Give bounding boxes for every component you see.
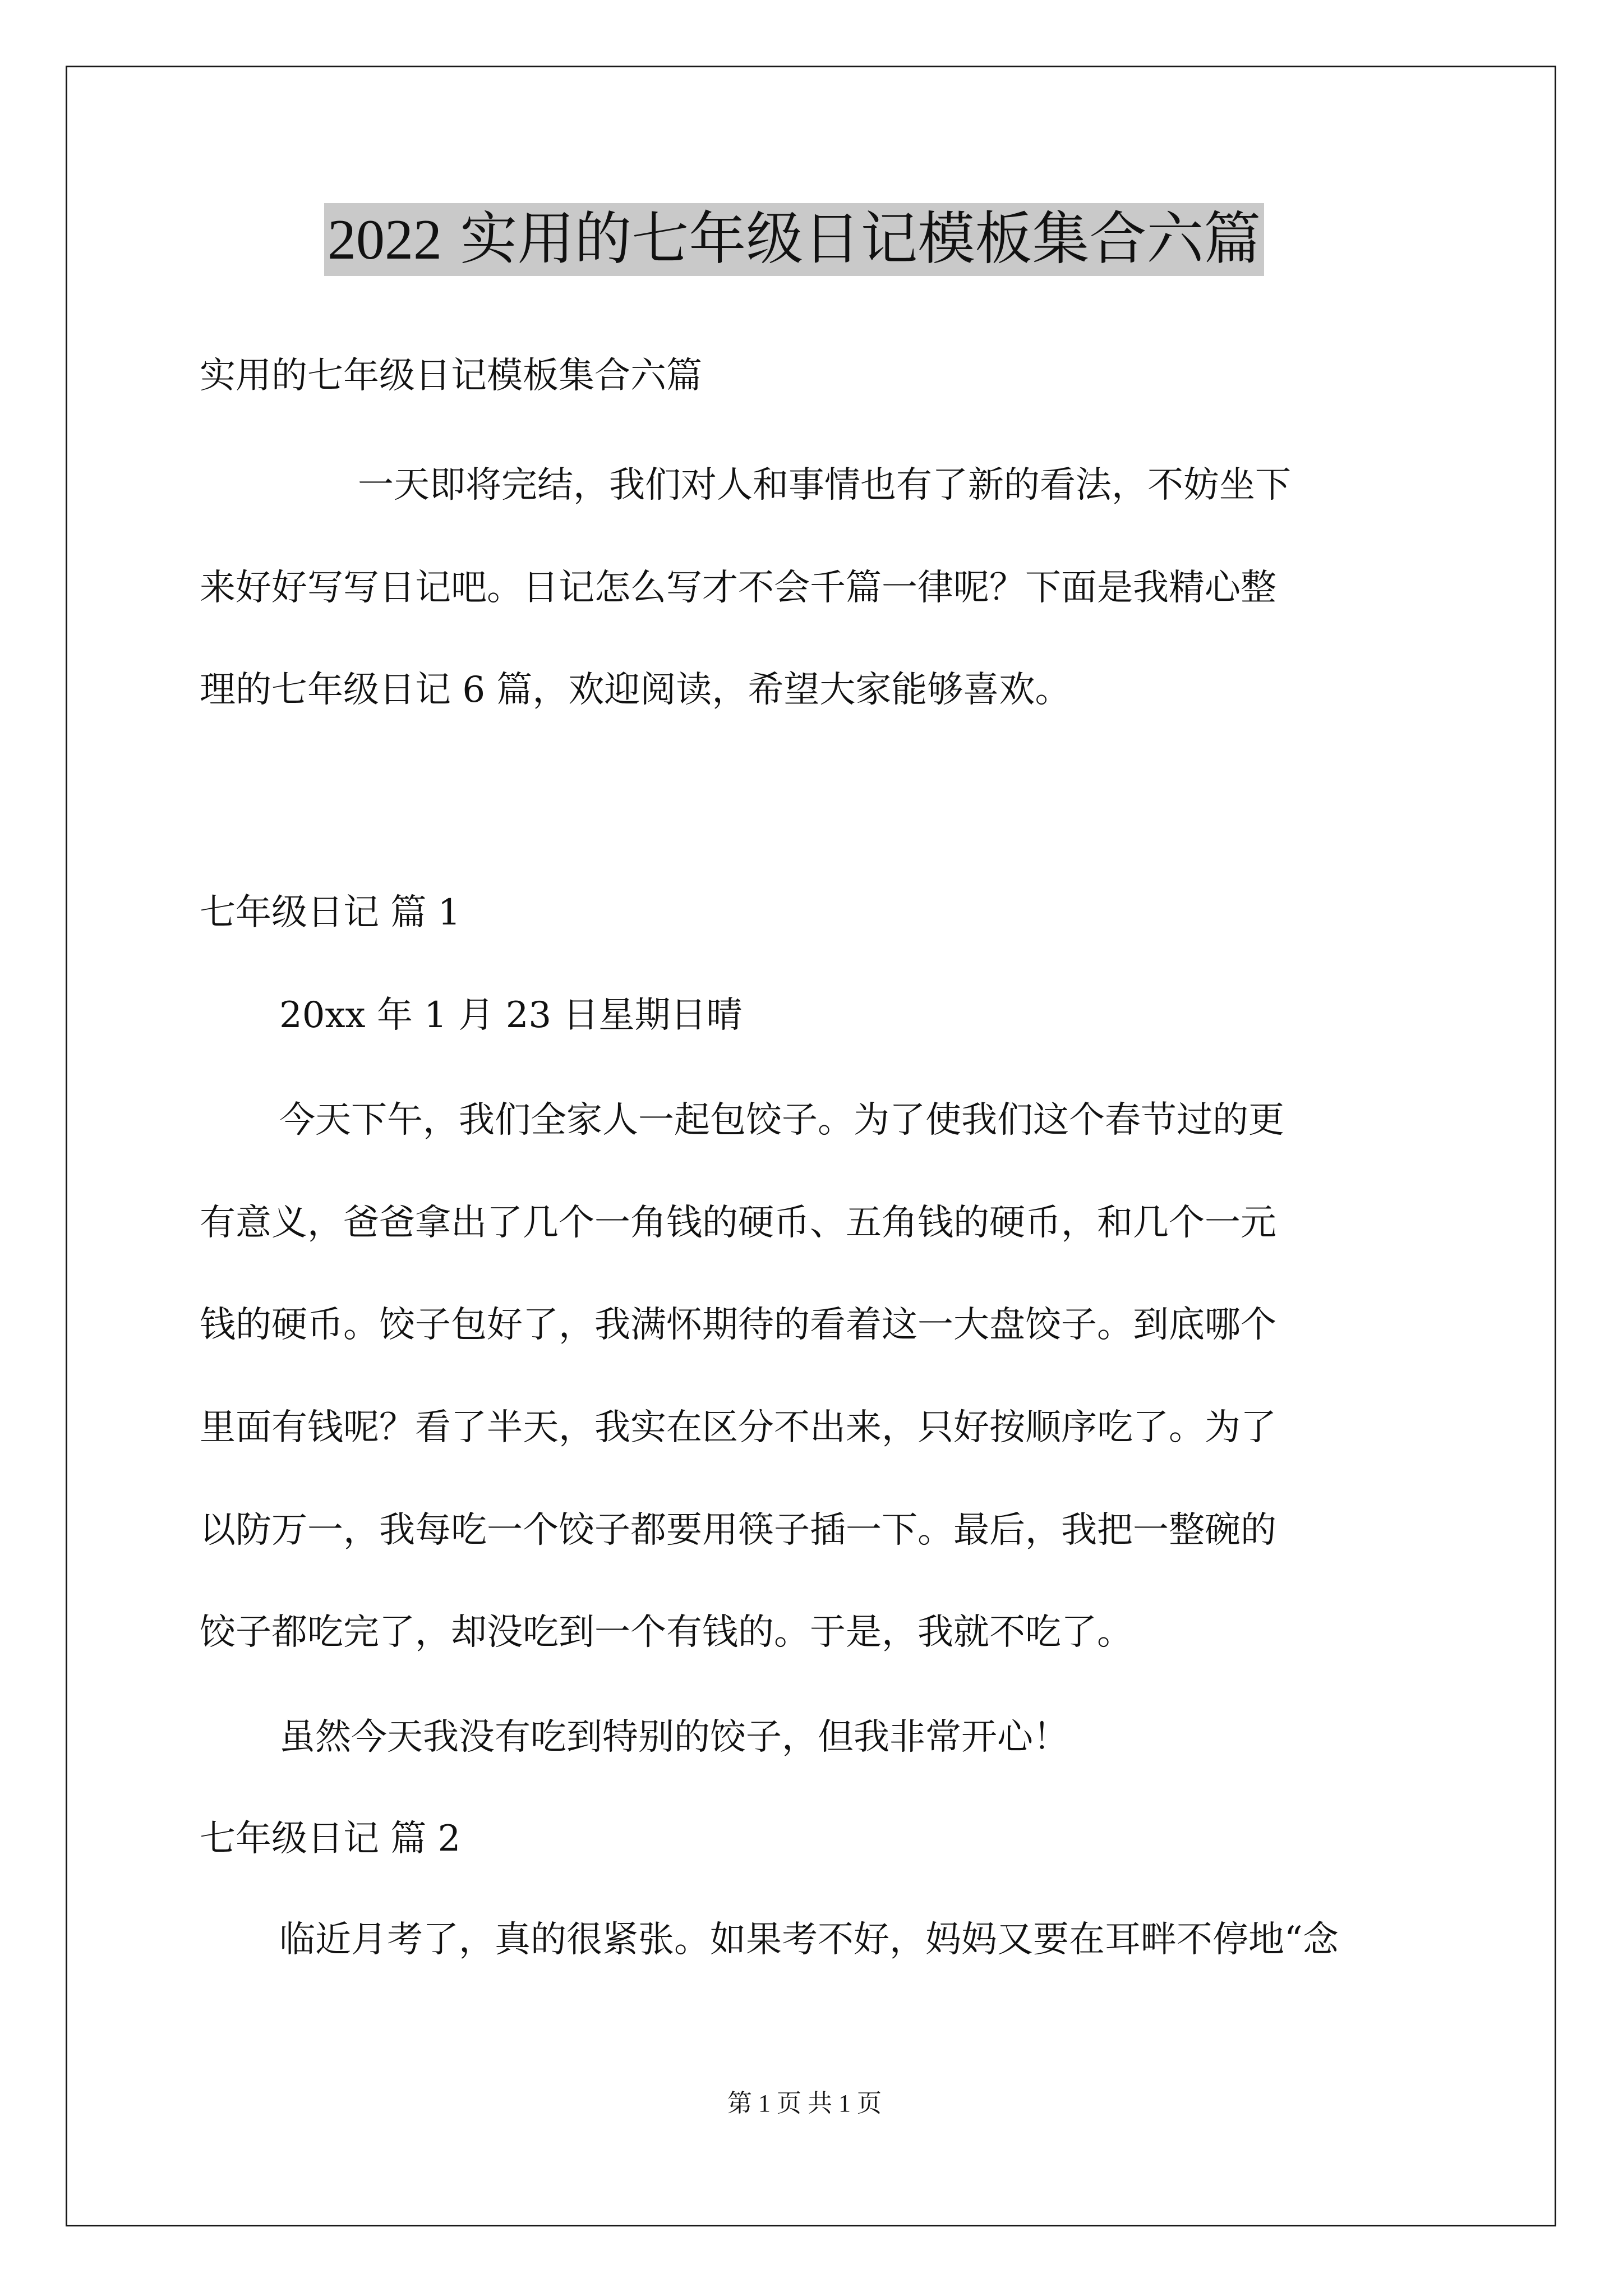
intro-line-1: 一天即将完结，我们对人和事情也有了新的看法，不妨坐下 <box>358 464 1291 506</box>
entry-1-para-line-6: 饺子都吃完了，却没吃到一个有钱的。于是，我就不吃了。 <box>200 1612 1133 1653</box>
document-title <box>324 203 1264 276</box>
entry-1-para-line-4: 里面有钱呢？看了半天，我实在区分不出来，只好按顺序吃了。为了 <box>200 1407 1276 1448</box>
entry-1-closing: 虽然今天我没有吃到特别的饺子，但我非常开心！ <box>279 1717 1069 1758</box>
entry-1-para-line-1: 今天下午，我们全家人一起包饺子。为了使我们这个春节过的更 <box>279 1099 1284 1141</box>
entry-1-para-line-2: 有意义，爸爸拿出了几个一角钱的硬币、五角钱的硬币，和几个一元 <box>200 1202 1276 1244</box>
entry-2-heading: 七年级日记 篇 2 <box>200 1818 461 1860</box>
document-title-year: 2022 <box>328 208 442 272</box>
intro-line-3: 理的七年级日记 6 篇，欢迎阅读，希望大家能够喜欢。 <box>200 669 1071 711</box>
document-title-text: 实用的七年级日记模板集合六篇 <box>442 206 1261 273</box>
entry-1-para-line-3: 钱的硬币。饺子包好了，我满怀期待的看着这一大盘饺子。到底哪个 <box>200 1304 1276 1346</box>
document-subtitle: 实用的七年级日记模板集合六篇 <box>200 355 702 397</box>
entry-1-para-line-5: 以防万一，我每吃一个饺子都要用筷子插一下。最后，我把一整碗的 <box>200 1510 1276 1551</box>
page-footer: 第 1 页 共 1 页 <box>727 2090 882 2117</box>
entry-1-heading: 七年级日记 篇 1 <box>200 892 461 933</box>
intro-line-2: 来好好写写日记吧。日记怎么写才不会千篇一律呢？下面是我精心整 <box>200 567 1276 609</box>
entry-1-date: 20xx 年 1 月 23 日星期日晴 <box>279 995 743 1036</box>
entry-2-line-1: 临近月考了，真的很紧张。如果考不好，妈妈又要在耳畔不停地“念 <box>279 1919 1339 1961</box>
